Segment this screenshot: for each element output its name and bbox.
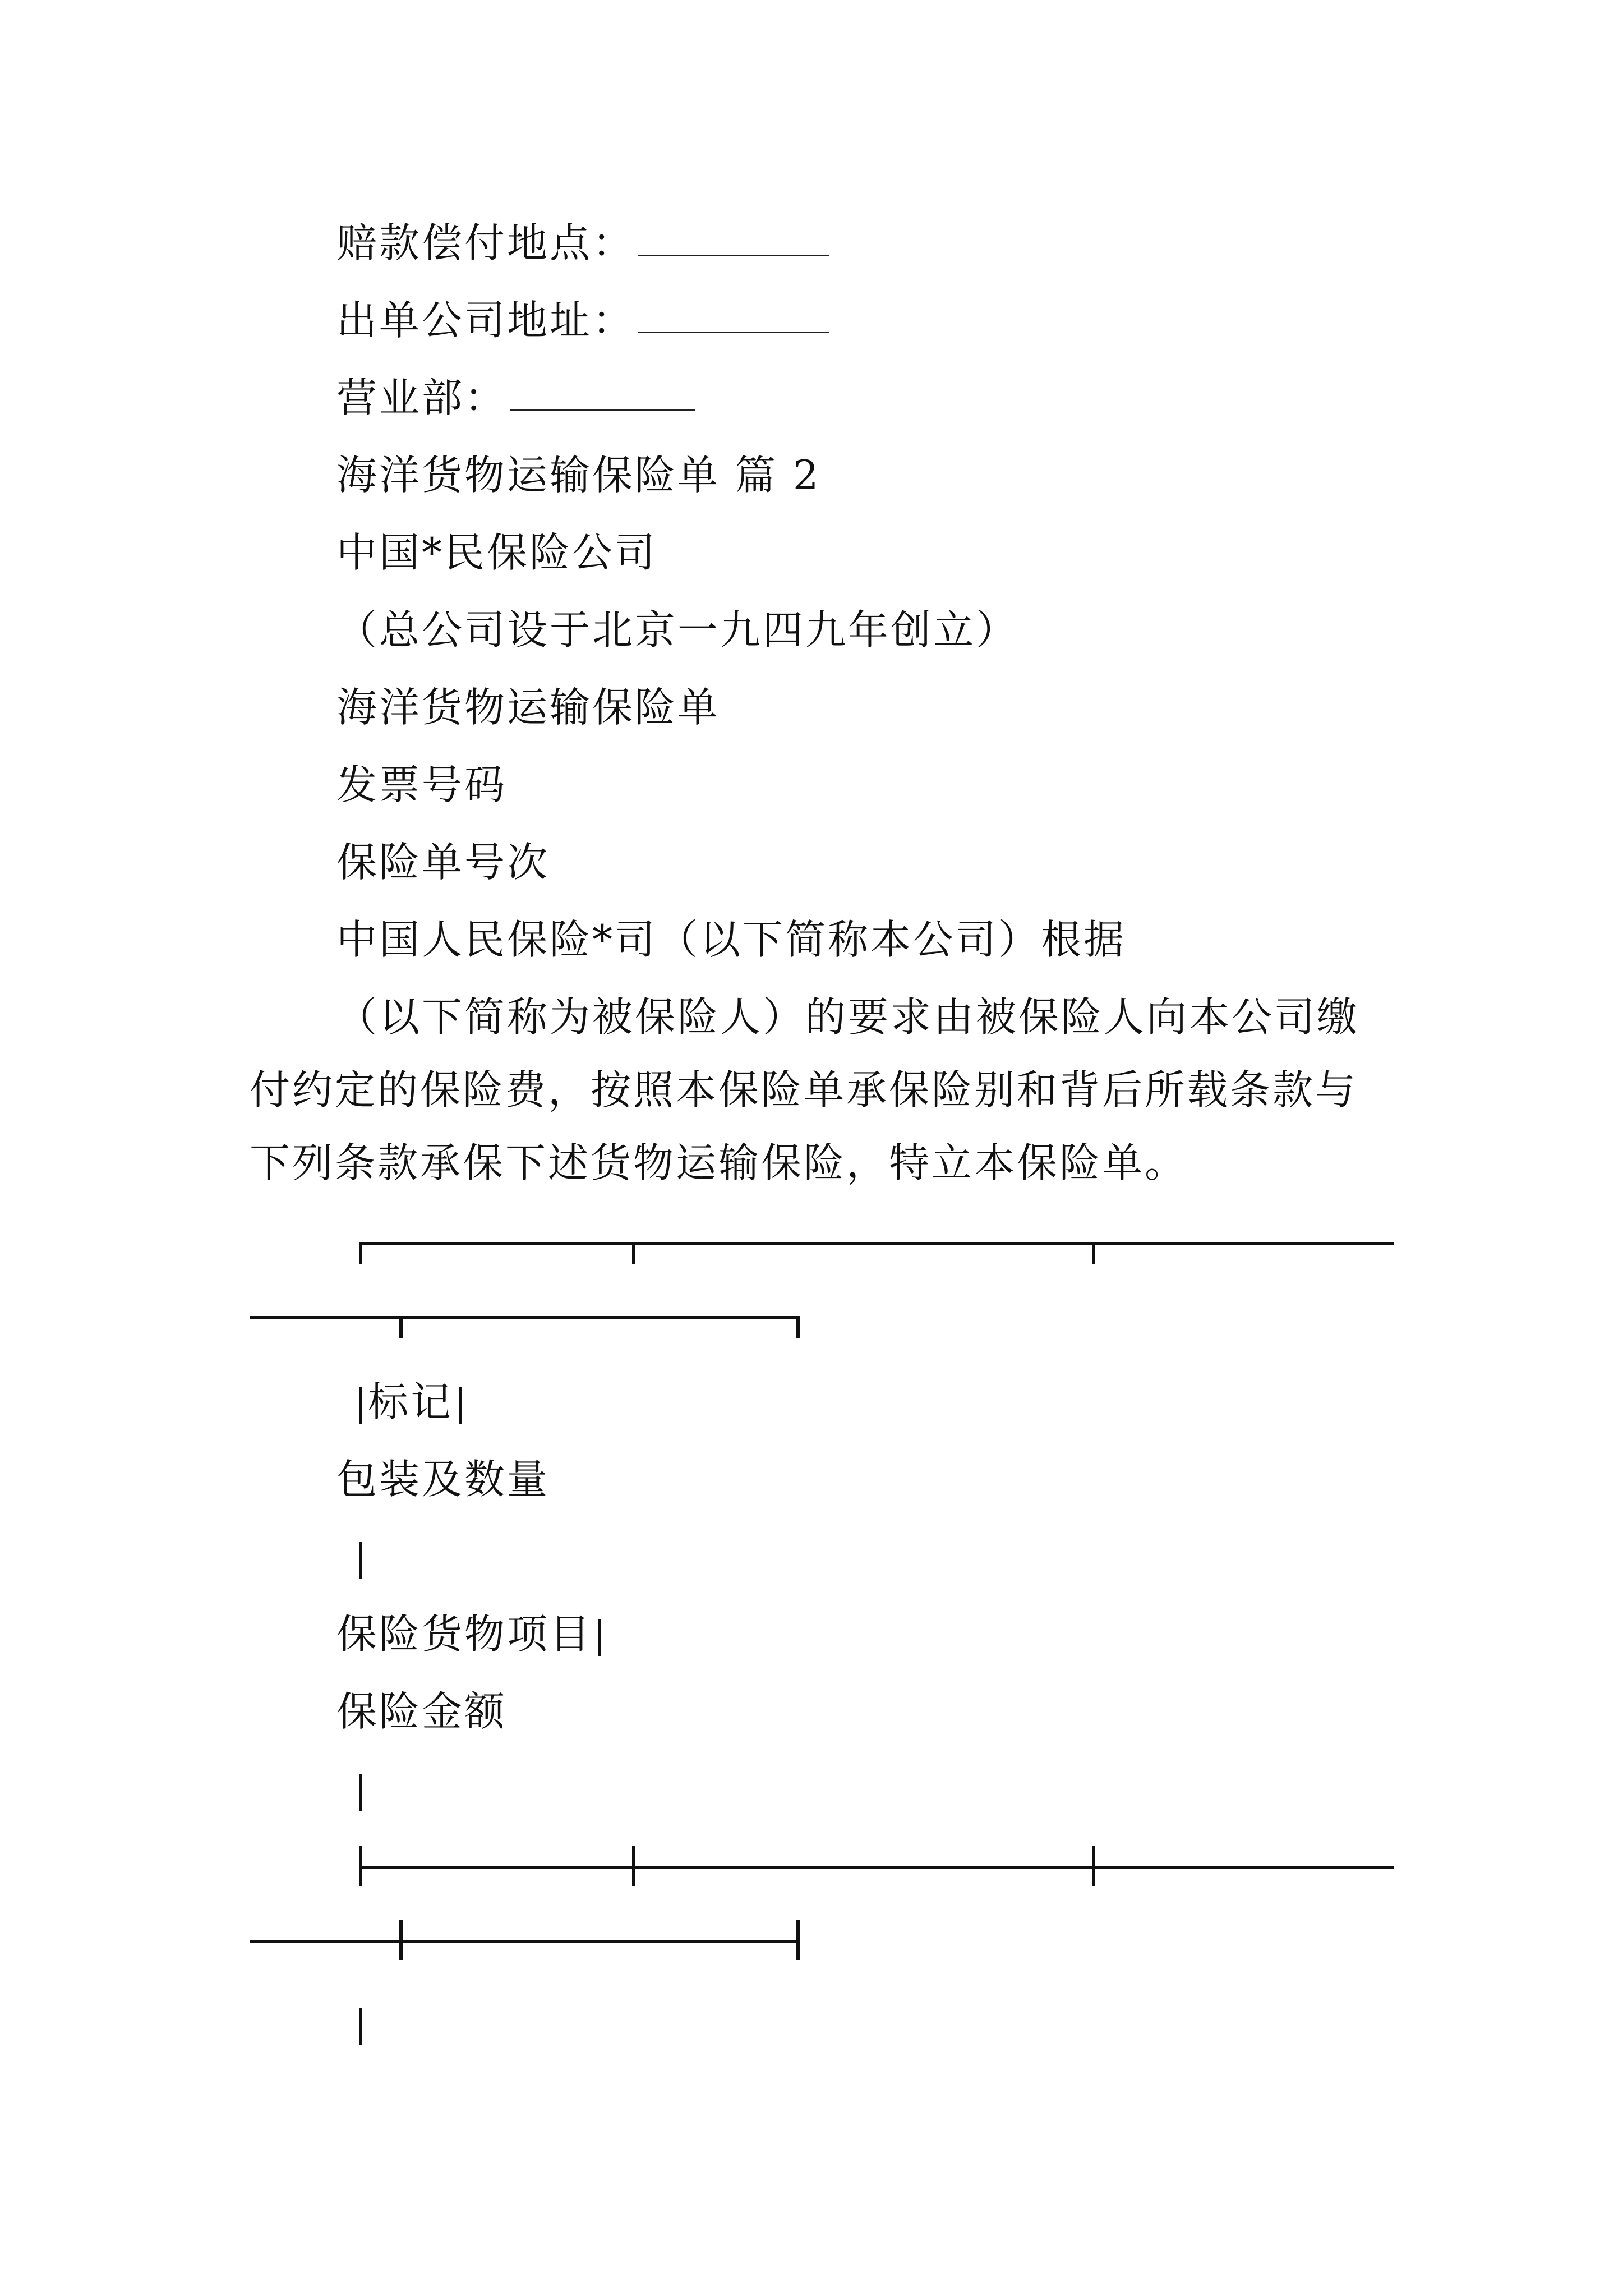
table-column-divider — [359, 1531, 368, 1582]
header-marks-label: 标记 — [368, 1378, 454, 1425]
company-name: 中国*民保险公司 — [336, 529, 658, 576]
payment-place-blank — [638, 218, 829, 256]
payment-place-line — [336, 218, 829, 268]
table-column-divider — [359, 1764, 368, 1814]
company-note: （总公司设于北京一九四九年创立） — [336, 606, 1019, 654]
intro-paragraph-line-3: 付约定的保险费，按照本保险单承保险别和背后所载条款与 — [250, 1066, 1358, 1114]
invoice-number-label: 发票号码 — [336, 761, 508, 808]
business-dept-label: 营业部： — [336, 374, 508, 421]
table-header-goods — [336, 1609, 607, 1659]
intro-paragraph-line-4: 下列条款承保下述货物运输保险，特立本保险单。 — [250, 1139, 1188, 1186]
section-heading: 海洋货物运输保险单 篇 2 — [336, 452, 821, 499]
table-column-divider — [359, 1998, 368, 2049]
intro-paragraph-line-1: 中国人民保险*司（以下简称本公司）根据 — [336, 916, 1127, 963]
intro-paragraph-line-2: （以下简称为被保险人）的要求由被保险人向本公司缴 — [336, 993, 1360, 1041]
issuer-address-blank — [638, 295, 829, 333]
header-amount-label: 保险金额 — [336, 1688, 508, 1735]
policy-number-label: 保险单号次 — [336, 839, 550, 886]
issuer-address-line — [336, 295, 829, 346]
payment-place-label: 赔款偿付地点： — [336, 219, 635, 266]
policy-title: 海洋货物运输保险单 — [336, 684, 721, 731]
header-goods-label: 保险货物项目 — [336, 1611, 593, 1658]
business-dept-line — [336, 372, 695, 423]
issuer-address-label: 出单公司地址： — [336, 297, 635, 344]
business-dept-blank — [510, 372, 695, 411]
table-header-marks — [359, 1377, 468, 1427]
header-packing-label: 包装及数量 — [336, 1456, 550, 1503]
